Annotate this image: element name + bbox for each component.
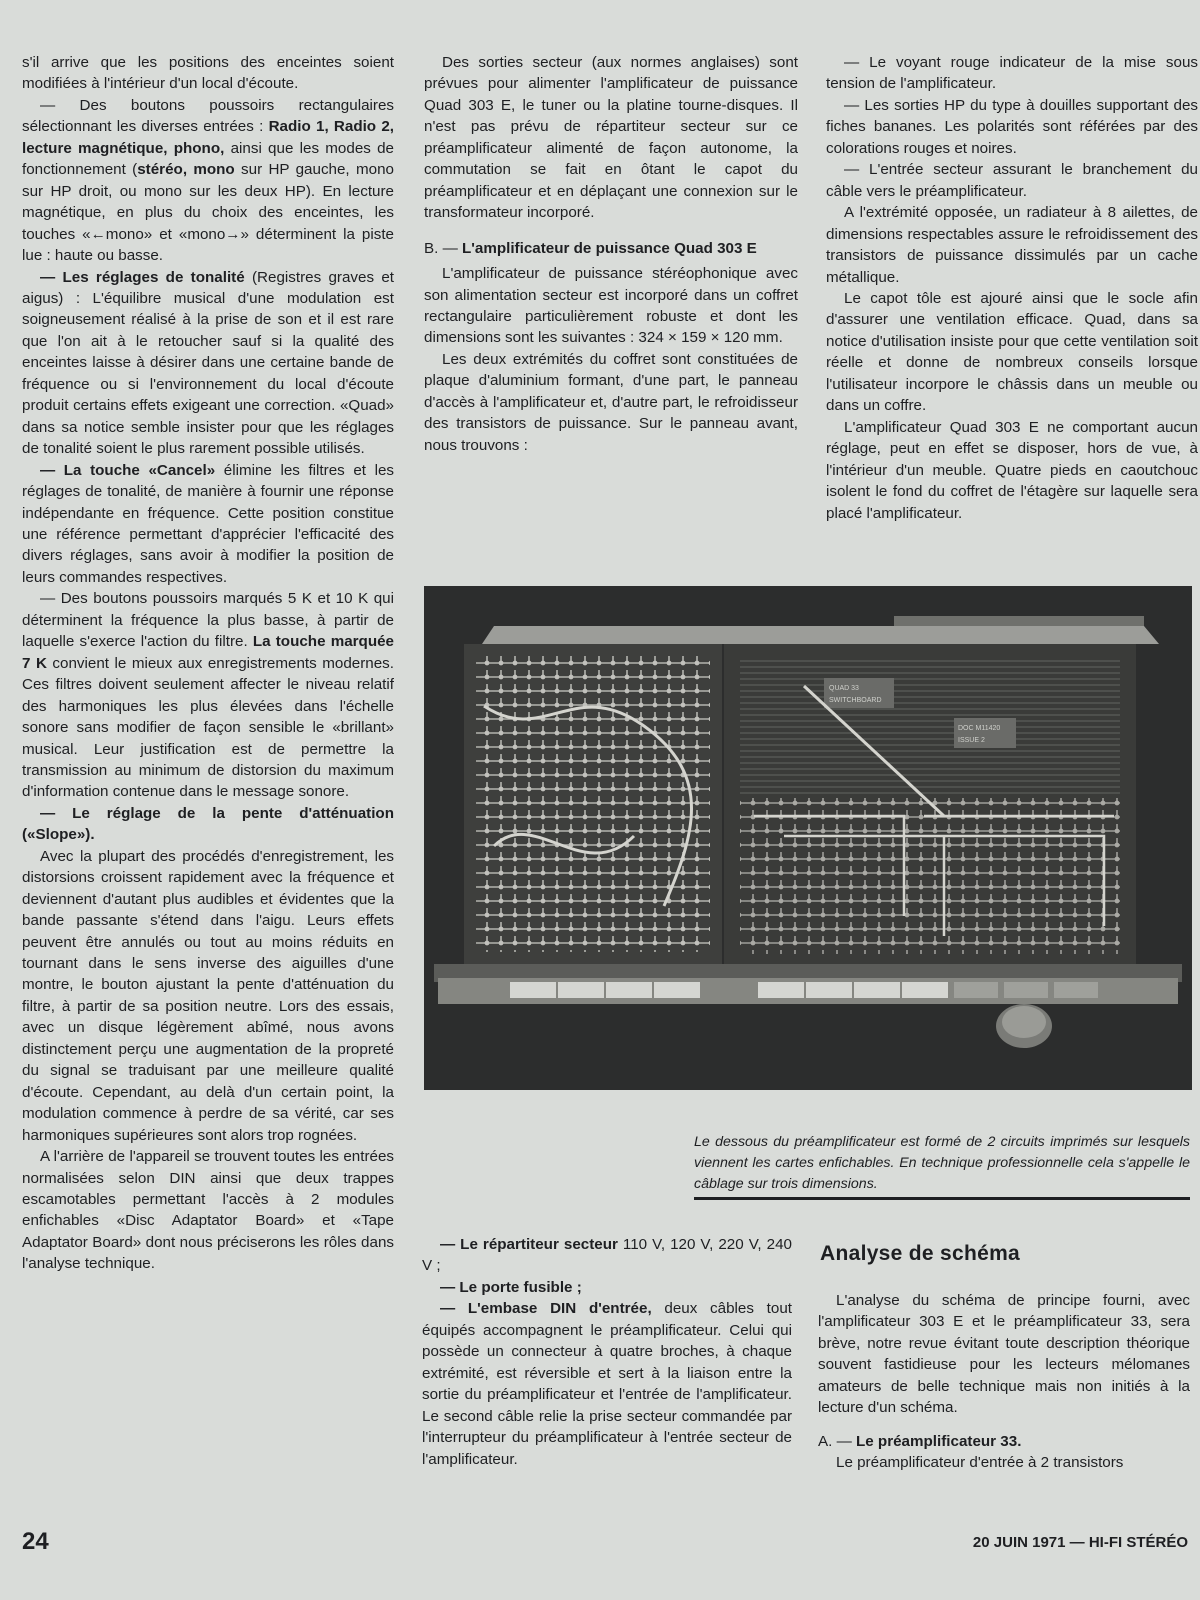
text: sur HP gauche, mono sur HP droit, ou mono sur les deux HP). En lecture magnétique, en plus du choix des enceintes, les touches «←mono» et «mono→» déterminent la piste lue : haute ou basse. xyxy=(22,161,394,265)
bold-text: — Le réglage de la pente d'atténuation («Slope»). xyxy=(22,804,394,844)
col1-paragraph-8: A l'arrière de l'appareil se trouvent toutes les entrées normalisées selon DIN ainsi que deux trappes escamotables permettant l'accès à 2 modules enfichables «Disc Adaptator Board» et «Tape Adaptator Board» dont nous préciserons les rôles dans l'analyse technique. xyxy=(22,1148,394,1273)
subheading-prefix: A. — xyxy=(818,1432,856,1450)
text: convient le mieux aux enregistrements modernes. Ces filtres doivent seulement affecter le niveau relatif des harmoniques les plus élevées dans l'échelle sonore sans modifier de façon sensible le «brillant» musical. Leur justification est de permettre la transmission au minimum de distorsion du maximum d'information contenue dans le message sonore. xyxy=(22,654,394,801)
bold-text: Radio 1, Radio 2, lecture magnétique, phono, xyxy=(22,118,394,157)
section-prefix: B. — xyxy=(424,239,462,257)
subheading-title: Le préamplificateur 33. xyxy=(855,1432,1022,1450)
section-title: L'amplificateur de puissance Quad 303 E xyxy=(461,239,757,257)
board-label-3: DOC M11420 xyxy=(958,725,1001,732)
page-number: 24 xyxy=(22,1528,49,1555)
column-3 xyxy=(826,52,1198,524)
col1-paragraph-2 xyxy=(22,95,394,267)
column-1 xyxy=(22,52,394,1275)
col3-paragraph-1: — Le voyant rouge indicateur de la mise sous tension de l'amplificateur. xyxy=(826,54,1198,93)
section-b-heading xyxy=(424,238,798,259)
text: ainsi que les modes de fonctionnement ( xyxy=(22,139,394,179)
analysis-paragraph-1: L'analyse du schéma de principe fourni, avec l'amplificateur 303 E et le préamplificateur 33, sera brève, notre revue évitant toute description théorique souvent fastidieuse pour les lecteurs mélomanes amateurs de belle technique mais non initiés à la lecture d'un schéma. xyxy=(818,1292,1190,1417)
col1-paragraph-6 xyxy=(22,803,394,846)
col1-paragraph-5 xyxy=(22,588,394,803)
text: — Des boutons poussoirs marqués 5 K et 10 K qui déterminent la fréquence la plus basse, à partir de laquelle s'exerce l'action du filtre. xyxy=(22,590,394,651)
col1-paragraph-7: Avec la plupart des procédés d'enregistrement, les distorsions croissent rapidement avec la fréquence et deviennent d'autant plus audibles et évidentes que la bande passante s'étend dans l'aigu. Leurs effets peuvent être annulés ou tout au moins réduits en tournant dans le sens inverse des aiguilles d'une montre, le bouton ajustant la pente d'atténuation du filtre, à partir de sa position neutre. Lors des essais, avec un disque légèrement abîmé, nous avons distinctement perçu une augmentation de la propreté du signal se traduisant par une meilleure qualité d'écoute. Cependant, au delà d'un certain point, la modulation commence à perdre de sa vérité, car ses harmoniques supérieures sont alors trop rognées. xyxy=(22,847,394,1144)
board-label-4: ISSUE 2 xyxy=(958,737,985,744)
col2-paragraph-1: Des sorties secteur (aux normes anglaises) sont prévues pour alimenter l'amplificateur de puissance Quad 303 E, le tuner ou la platine tourne-disques. Il n'est pas prévu de répartiteur secteur sur ce préamplificateur alimenté de façon autonome, la commutation se fait en ôtant le capot du préamplificateur et en déplaçant une connexion sur le transformateur incorporé. xyxy=(424,54,798,222)
text: — Des boutons poussoirs rectangulaires sélectionnant les diverses entrées : xyxy=(22,96,394,136)
bold-text: — L'embase DIN d'entrée, xyxy=(440,1300,652,1318)
circuit-board-illustration xyxy=(424,586,1192,1090)
analysis-paragraph-2: Le préamplificateur d'entrée à 2 transistors xyxy=(836,1454,1124,1472)
col2-paragraph-3: Les deux extrémités du coffret sont constituées de plaque d'aluminium formant, d'une part, le panneau d'accès à l'amplificateur et, d'autre part, le refroidisseur des transistors de puissance. Sur le panneau avant, nous trouvons : xyxy=(424,350,798,454)
board-label-2: SWITCHBOARD xyxy=(829,697,882,704)
bold-text: — Le répartiteur secteur xyxy=(440,1236,618,1253)
preamplifier-photo xyxy=(424,586,1192,1090)
caption-divider xyxy=(694,1197,1190,1200)
col3-paragraph-2: — Les sorties HP du type à douilles supportant des fiches bananes. Les polarités sont référées par des colorations rouges et noires. xyxy=(826,96,1198,157)
bold-text: — Les réglages de tonalité xyxy=(40,268,245,286)
col2b-paragraph-1 xyxy=(422,1234,792,1277)
bold-text: — Le porte fusible ; xyxy=(440,1278,582,1296)
photo-caption: Le dessous du préamplificateur est formé de 2 circuits imprimés sur lesquels viennent les cartes enfichables. En technique professionnelle cela s'appelle le câblage sur trois dimensions. xyxy=(694,1134,1190,1193)
col3-paragraph-3: — L'entrée secteur assurant le branchement du câble vers le préamplificateur. xyxy=(826,161,1198,200)
analysis-subheading xyxy=(818,1431,1190,1452)
text: élimine les filtres et les réglages de tonalité, de manière à fournir une réponse indépendante en fréquence. Cette position constitue une référence permettant d'apprécier l'efficacité des divers réglages, sans avoir à modifier la position de leurs commandes respectives. xyxy=(22,461,394,586)
col3-paragraph-4: A l'extrémité opposée, un radiateur à 8 ailettes, de dimensions respectables assure le refroidissement des transistors de puissance dissimulés par un cache métallique. xyxy=(826,204,1198,286)
bold-text: stéréo, mono xyxy=(137,161,235,179)
col1-paragraph-4 xyxy=(22,460,394,589)
text: (Registres graves et aigus) : L'équilibre musical d'une modulation est soigneusement réalisé à la prise de son et il est rare que l'on ait à le retoucher sauf si la qualité des enceintes laisse à désirer dans une certaine bande de fréquence ou si l'environnement du local d'écoute produit certains effets exigeant une correction. «Quad» dans sa notice semble insister pour que les réglages de tonalité soient le plus rarement possible utilisés. xyxy=(22,268,394,458)
col2b-paragraph-3 xyxy=(422,1298,792,1470)
text: 110 V, 120 V, 220 V, 240 V ; xyxy=(422,1236,792,1275)
analysis-heading: Analyse de schéma xyxy=(820,1242,1021,1265)
column-3-bottom xyxy=(818,1290,1190,1474)
col2-paragraph-2: L'amplificateur de puissance stéréophonique avec son alimentation secteur est incorporé dans un coffret rectangulaire particulièrement robuste et dont les dimensions sont les suivantes : 324 × 159 × 120 mm. xyxy=(424,265,798,347)
col1-paragraph-1: s'il arrive que les positions des enceintes soient modifiées à l'intérieur d'un local d'écoute. xyxy=(22,54,394,93)
col3-paragraph-5: Le capot tôle est ajouré ainsi que le socle afin d'assurer une ventilation efficace. Quad, dans sa notice d'utilisation insiste pour que cette ventilation soit réelle et donne de nombreux conseils lorsque l'utilisateur incorpore le châssis dans un meuble ou dans un coffre. xyxy=(826,289,1198,415)
bold-text: — La touche «Cancel» xyxy=(40,461,216,479)
column-2-bottom xyxy=(422,1234,792,1470)
col2b-paragraph-2 xyxy=(422,1277,792,1298)
text: deux câbles tout équipés accompagnent le préamplificateur. Celui qui possède un connecteur à quatre broches, à chaque extrémité, est réversible et sert à la liaison entre la sortie du préamplificateur et l'entrée de l'amplificateur. Le second câble relie la prise secteur commandée par l'interrupteur du préamplificateur à l'entrée secteur de l'amplificateur. xyxy=(422,1300,793,1468)
column-2 xyxy=(424,52,798,456)
col3-paragraph-6: L'amplificateur Quad 303 E ne comportant aucun réglage, peut en effet se disposer, hors de vue, à l'intérieur d'un meuble. Quatre pieds en caoutchouc isolent le fond du coffret de l'étagère sur laquelle sera placé l'amplificateur. xyxy=(826,418,1198,522)
running-footer: 20 JUIN 1971 — HI-FI STÉRÉO xyxy=(972,1534,1188,1551)
board-label-1: QUAD 33 xyxy=(829,685,859,692)
bold-text: La touche marquée 7 K xyxy=(22,633,394,672)
col1-paragraph-3 xyxy=(22,267,394,460)
